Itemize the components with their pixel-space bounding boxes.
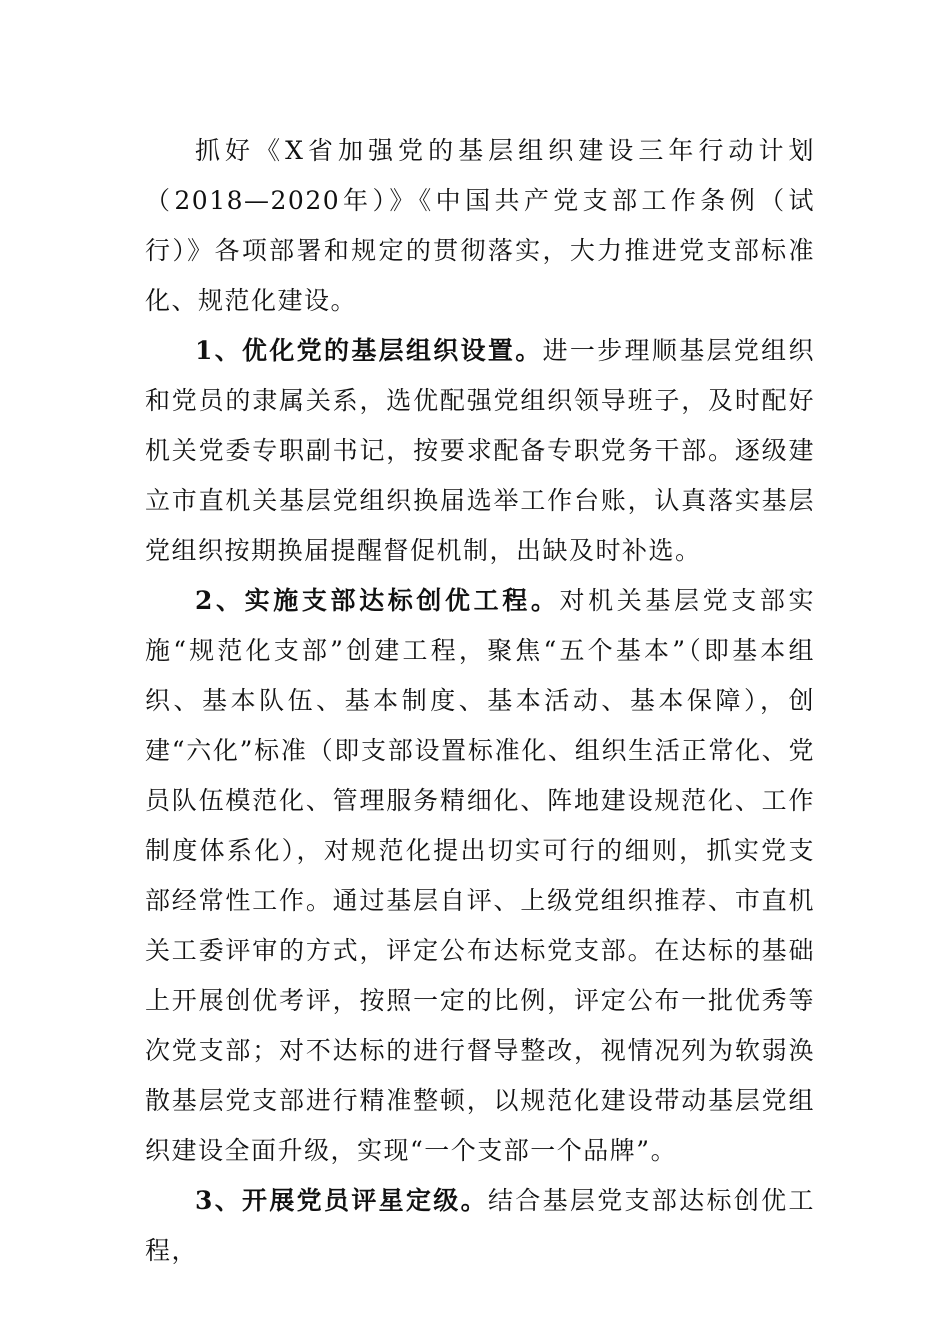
item-body-2: 对机关基层党支部实施“规范化支部”创建工程，聚焦“五个基本”（即基本组织、基本队伍、基本制度、基本活动、基本保障），创建“六化”标准（即支部设置标准化、组织生活正常化、党员队伍模范化、管理服务精细化、阵地建设规范化、工作制度体系化），对规范化提出切实可行的细则，抓实党支部经常性工作。通过基层自评、上级党组织推荐、市直机关工委评审的方式，评定公布达标党支部。在达标的基础上开展创优考评，按照一定的比例，评定公布一批优秀等次党支部；对不达标的进行督导整改，视情况列为软弱涣散基层党支部进行精准整顿，以规范化建设带动基层党组织建设全面升级，实现“一个支部一个品牌”。 <box>145 586 815 1165</box>
item-heading-1: 1、优化党的基层组织设置。 <box>195 336 543 365</box>
item-paragraph-2 <box>145 576 815 1176</box>
item-heading-3: 3、开展党员评星定级。 <box>195 1186 488 1215</box>
item-body-3: 结合基层党支部达标创优工程， <box>145 1186 815 1265</box>
item-heading-2: 2、实施支部达标创优工程。 <box>195 586 560 615</box>
document-body <box>145 126 815 1276</box>
item-paragraph-1 <box>145 326 815 576</box>
item-body-1: 进一步理顺基层党组织和党员的隶属关系，选优配强党组织领导班子，及时配好机关党委专职副书记，按要求配备专职党务干部。逐级建立市直机关基层党组织换届选举工作台账，认真落实基层党组织按期换届提醒督促机制，出缺及时补选。 <box>145 336 815 565</box>
intro-text: 抓好《X省加强党的基层组织建设三年行动计划（2018—2020年）》《中国共产党支部工作条例（试行）》各项部署和规定的贯彻落实，大力推进党支部标准化、规范化建设。 <box>145 136 815 315</box>
item-paragraph-3 <box>145 1176 815 1276</box>
intro-paragraph <box>145 126 815 326</box>
